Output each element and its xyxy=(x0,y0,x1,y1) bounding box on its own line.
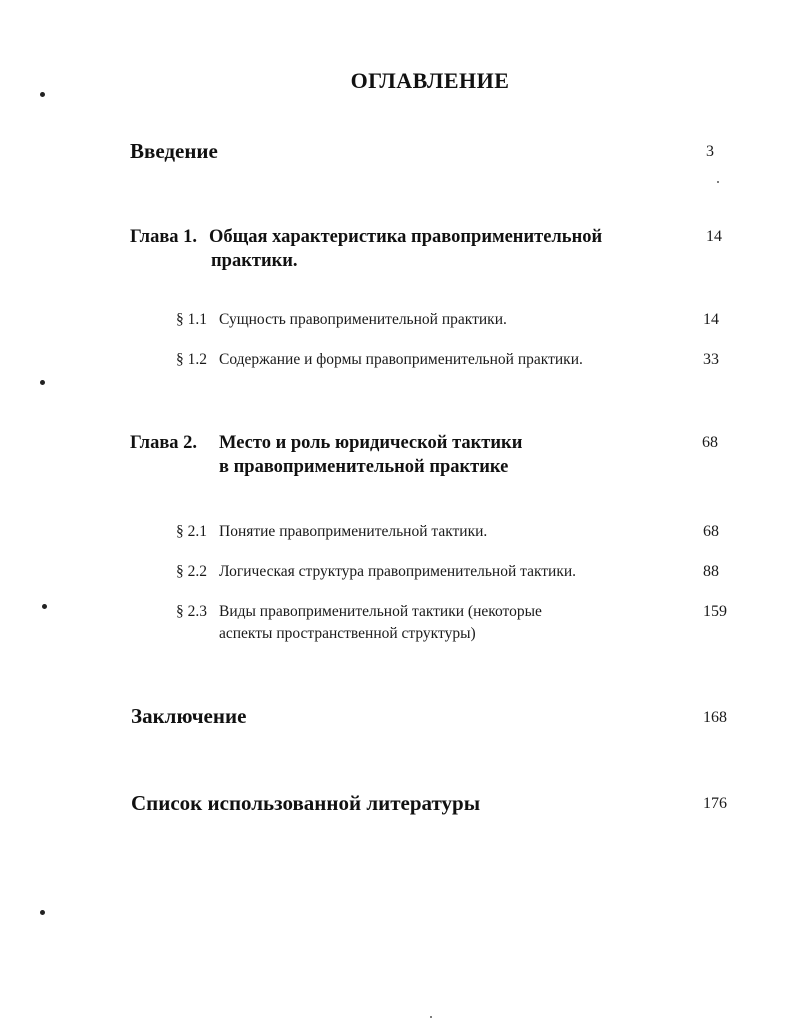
toc-chapter2-label: Глава 2. xyxy=(130,433,198,453)
toc-section-page: 68 xyxy=(703,523,719,540)
toc-section-page: 88 xyxy=(703,563,719,580)
toc-page-chapter1: 14 xyxy=(706,228,722,245)
toc-section-number: § 2.1 xyxy=(176,523,207,540)
toc-section-page: 33 xyxy=(703,351,719,368)
toc-section-page: 14 xyxy=(703,311,719,328)
toc-chapter1-label: Глава 1. xyxy=(130,227,198,247)
toc-section-title: Логическая структура правоприменительной тактики. xyxy=(219,563,577,580)
toc-chapter2-title-line1: Место и роль юридической тактики xyxy=(219,433,523,453)
toc-section-title-line1: Виды правоприменительной тактики (некоторые xyxy=(219,603,542,620)
toc-chapter1-title-line1: Общая характеристика правоприменительной xyxy=(209,227,603,247)
toc-section-page: 159 xyxy=(703,603,727,620)
toc-section-title: Сущность правоприменительной практики. xyxy=(219,311,507,328)
page-title: ОГЛАВЛЕНИЕ xyxy=(350,68,510,93)
toc-chapter2-title-line2: в правоприменительной практике xyxy=(219,457,509,477)
margin-dot xyxy=(40,910,45,915)
speck xyxy=(717,181,719,183)
speck xyxy=(430,1016,432,1018)
margin-dot xyxy=(42,604,47,609)
margin-dot xyxy=(40,380,45,385)
toc-section-title: Содержание и формы правоприменительной практики. xyxy=(219,351,583,368)
toc-section-number: § 1.2 xyxy=(176,351,207,368)
toc-section-title: Понятие правоприменительной тактики. xyxy=(219,523,488,540)
toc-page-conclusion: 168 xyxy=(703,709,727,726)
toc-section-title-line2: аспекты пространственной структуры) xyxy=(219,625,476,642)
toc-chapter1-title-line2: практики. xyxy=(211,251,298,271)
toc-page-intro: 3 xyxy=(706,143,714,160)
toc-entry-intro: Введение xyxy=(130,139,218,163)
toc-page-bibliography: 176 xyxy=(703,795,727,812)
toc-entry-conclusion: Заключение xyxy=(131,704,247,728)
toc-section-number: § 1.1 xyxy=(176,311,207,328)
toc-section-number: § 2.3 xyxy=(176,603,207,620)
toc-section-number: § 2.2 xyxy=(176,563,207,580)
toc-page-chapter2: 68 xyxy=(702,434,718,451)
toc-entry-bibliography: Список использованной литературы xyxy=(131,791,481,815)
